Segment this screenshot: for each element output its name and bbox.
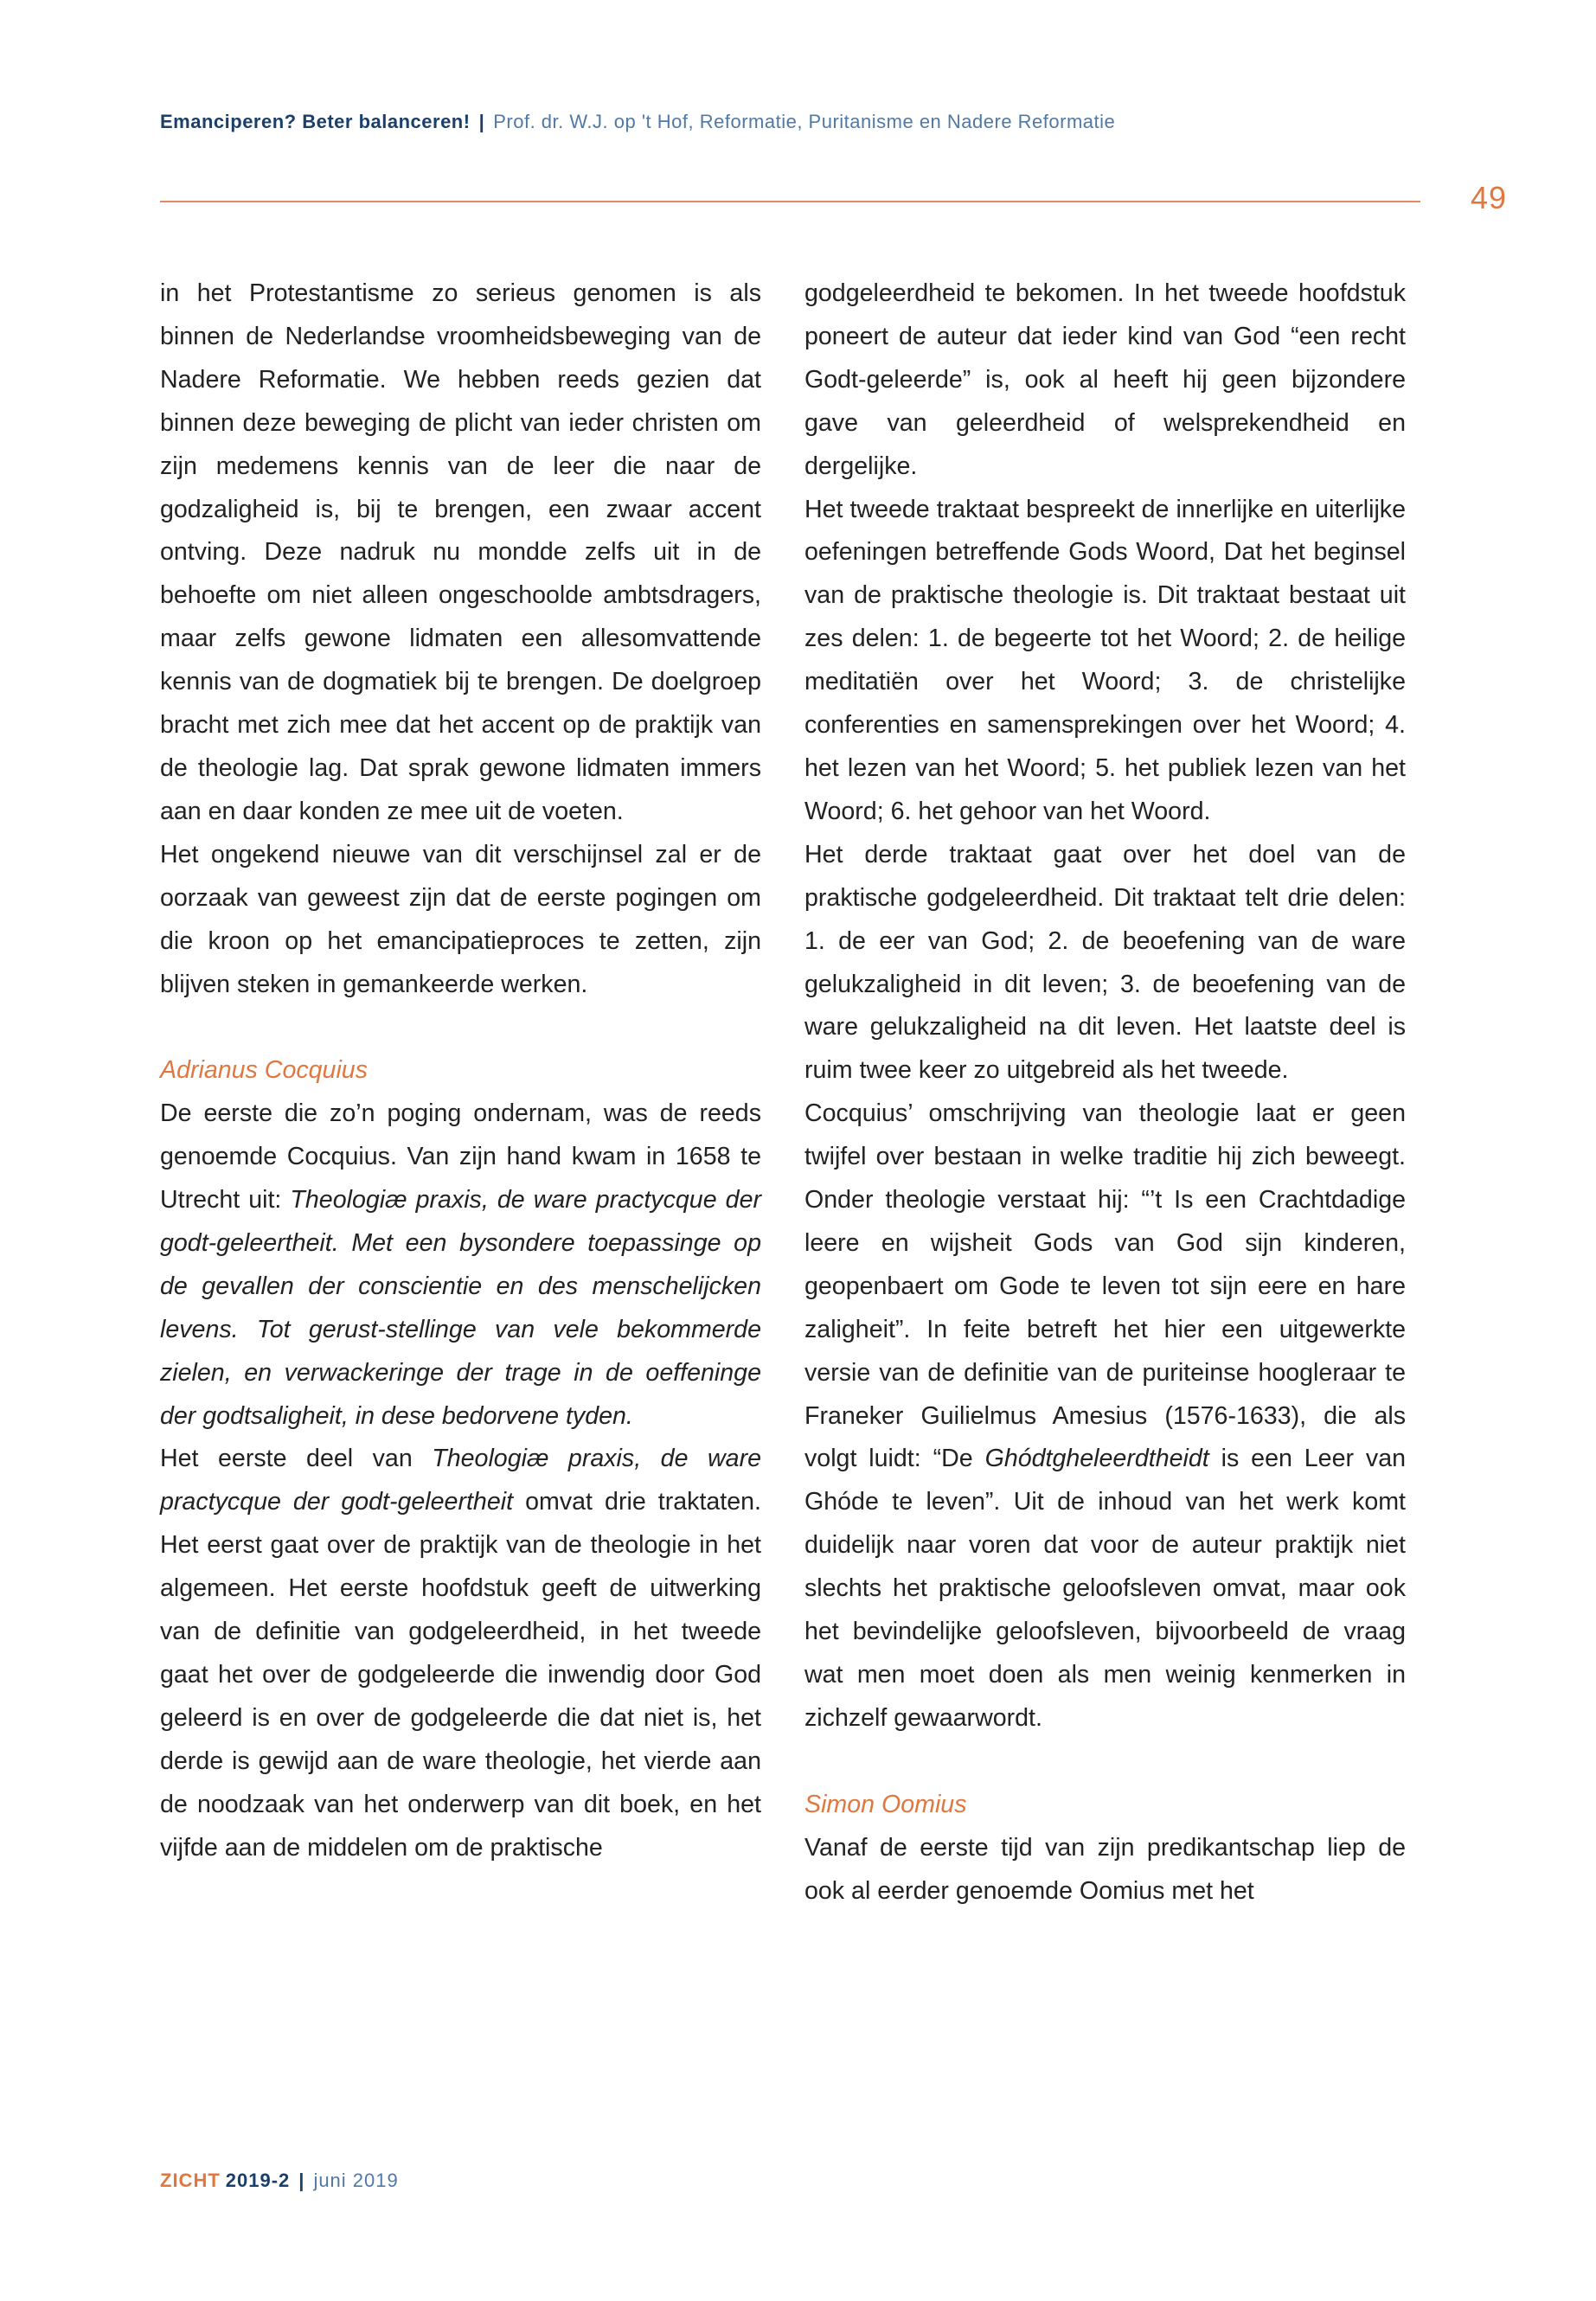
left-column	[160, 272, 761, 1870]
header-title: Emanciperen? Beter balanceren!	[160, 111, 471, 132]
running-footer	[160, 2170, 399, 2192]
page-number: 49	[1471, 180, 1508, 215]
header-separator: |	[478, 111, 485, 132]
book-title: Theologiæ praxis, de ware practycque der godt-geleertheit	[160, 1445, 761, 1516]
book-title: Theologiæ praxis, de ware practycque der godt-geleertheit. Met een bysondere toepassinge op de gevallen der conscientie en des menschelijcken levens. Tot gerust-stellinge van vele bekommerde zielen, en verwackeringe der trage in de oeffeninge der godtsaligheit, in dese bedorvene tyden.	[160, 1186, 761, 1430]
header-rule	[160, 201, 1420, 202]
header-subtitle: Prof. dr. W.J. op 't Hof, Reformatie, Puritanisme en Nadere Reformatie	[493, 111, 1116, 132]
text-run: is een Leer van Ghóde te leven”. Uit de inhoud van het werk komt duidelijk naar voren dat voor de auteur praktijk niet slechts het praktische geloofsleven omvat, maar ook het bevindelijke geloofsleven, bijvoorbeeld de vraag wat men moet doen als men weinig kenmerken in zichzelf gewaarwordt.	[804, 1445, 1406, 1732]
right-column	[804, 272, 1406, 1913]
paragraph: Vanaf de eerste tijd van zijn predikantschap liep de ook al eerder genoemde Oomius met het	[804, 1833, 1406, 1905]
text-run: omvat drie traktaten. Het eerst gaat over de praktijk van de theologie in het algemeen. Het eerste hoofdstuk geeft de uitwerking van de definitie van godgeleerdheid, in het tweede gaat het over de godgeleerde die inwendig door God geleerd is en over de godgeleerde die dat niet is, het derde is gewijd aan de ware theologie, het vierde aan de noodzaak van het onderwerp van dit boek, en het vijfde aan de middelen om de praktische	[160, 1488, 761, 1862]
paragraph: godgeleerdheid te bekomen. In het tweede hoofdstuk poneert de auteur dat ieder kind van God “een recht Godt-geleerde” is, ook al heeft hij geen bijzondere gave van geleerdheid of welsprekendheid en dergelijke.	[804, 279, 1406, 480]
text-run: Het eerste deel van	[160, 1445, 433, 1473]
paragraph: in het Protestantisme zo serieus genomen is als binnen de Nederlandse vroomheidsbeweging van de Nadere Reformatie. We hebben reeds gezien dat binnen deze beweging de plicht van ieder christen om zijn medemens kennis van de leer die naar de godzaligheid is, bij te brengen, een zwaar accent ontving. Deze nadruk nu mondde zelfs uit in de behoefte om niet alleen ongeschoolde ambtsdragers, maar zelfs gewone lidmaten een allesomvattende kennis van de dogmatiek bij te brengen. De doelgroep bracht met zich mee dat het accent op de praktijk van de theologie lag. Dat sprak gewone lidmaten immers aan en daar konden ze mee uit de voeten.	[160, 279, 761, 825]
running-header	[160, 111, 1414, 133]
paragraph	[160, 1438, 761, 1869]
paragraph: Het derde traktaat gaat over het doel van de praktische godgeleerdheid. Dit traktaat telt drie delen: 1. de eer van God; 2. de beoefening van de ware gelukzaligheid in dit leven; 3. de beoefening van de ware gelukzaligheid na dit leven. Het laatste deel is ruim twee keer zo uitgebreid als het tweede.	[804, 840, 1406, 1085]
footer-separator: |	[298, 2170, 305, 2191]
paragraph	[804, 1093, 1406, 1740]
section-heading-oomius: Simon Oomius	[804, 1790, 967, 1818]
paragraph: Het tweede traktaat bespreekt de innerlijke en uiterlijke oefeningen betreffende Gods Woord, Dat het beginsel van de praktische theologie is. Dit traktaat bestaat uit zes delen: 1. de begeerte tot het Woord; 2. de heilige meditatiën over het Woord; 3. de christelijke conferenties en samensprekingen over het Woord; 4. het lezen van het Woord; 5. het publiek lezen van het Woord; 6. het gehoor van het Woord.	[804, 495, 1406, 825]
paragraph: Het ongekend nieuwe van dit verschijnsel zal er de oorzaak van geweest zijn dat de eerste pogingen om die kroon op het emancipatieproces te zetten, zijn blijven steken in gemankeerde werken.	[160, 840, 761, 998]
text-run: De eerste die zo’n poging ondernam, was de reeds genoemde Cocquius. Van zijn hand kwam in 1658 te Utrecht uit:	[160, 1099, 761, 1215]
paragraph	[160, 1093, 761, 1438]
section-heading-cocquius: Adrianus Cocquius	[160, 1056, 369, 1085]
text-run: Cocquius’ omschrijving van theologie laat er geen twijfel over bestaan in welke traditie hij zich beweegt. Onder theologie verstaat hij: “’t Is een Crachtdadige leere en wijsheit Gods van God sijn kinderen, geopenbaert om Gode te leven tot sijn eere en hare zaligheit”. In feite betreft het hier een uitgewerkte versie van de definitie van de puriteinse hoogleraar te Franeker Guilielmus Amesius (1576-1633), die als volgt luidt: “De	[804, 1099, 1406, 1473]
italic-term: Ghódtgheleerdtheidt	[984, 1445, 1209, 1473]
footer-issue: 2019-2	[225, 2170, 291, 2191]
footer-date: juni 2019	[313, 2170, 399, 2191]
footer-magazine: ZICHT	[160, 2170, 221, 2191]
